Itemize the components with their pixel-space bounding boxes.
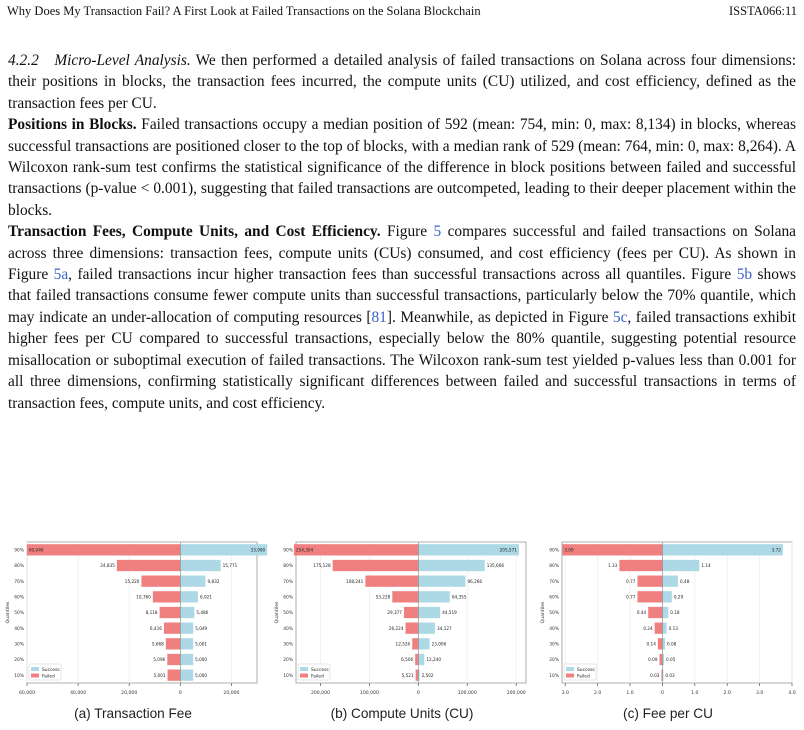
data-label-failed: 5,668 — [151, 641, 164, 647]
y-tick-label: 40% — [283, 626, 293, 632]
data-label-failed: 29,377 — [387, 610, 402, 616]
x-tick-label: 1.0 — [691, 691, 699, 696]
x-tick-label: 0 — [416, 691, 420, 696]
x-tick-label: 100,000 — [359, 691, 379, 696]
positions-text: Failed transactions occupy a median position of 592 (mean: 754, min: 0, max: 8,134) in blocks, whereas successful transactions are positioned closer to the top of blocks, with a median rank of 529 (mean: 764, min: 0, max: 8,264). A Wilcoxon rank-sum test confirms the statistical significance of the difference in block positions between failed and successful transactions (p-value < 0.001), suggesting that failed transactions are outcompeted, leading to their deeper placement within the blocks. — [8, 116, 796, 219]
bar-success — [418, 607, 440, 618]
bar-success — [180, 654, 193, 665]
running-header — [7, 4, 797, 24]
y-tick-label: 50% — [14, 611, 24, 617]
bar-failed — [404, 607, 418, 618]
page-number: ISSTA066:11 — [729, 4, 797, 18]
data-label-failed: 5,096 — [153, 657, 166, 663]
bar-success — [180, 607, 194, 618]
y-tick-label: 80% — [549, 564, 559, 570]
data-label-failed: 53,228 — [375, 594, 391, 600]
data-label-failed: 8,118 — [145, 610, 158, 616]
bar-failed — [392, 591, 418, 602]
fees-text-6: , failed transactions exhibit higher fees per CU compared to successful transactions, especially below the 80% quantile, suggesting potential resource misallocation or suboptimal execution of failed transactions. The Wilcoxon rank-sum test yielded p-values less than 0.001 for all three dimensions, confirming statistically significant differences between failed and successful transactions in terms of transaction fees, compute units, and cost efficiency. — [8, 308, 796, 412]
data-label-failed: 10,760 — [136, 594, 151, 600]
legend-label-failed: Failed — [311, 674, 324, 680]
bar-failed — [166, 638, 180, 649]
data-label-failed: 26,224 — [388, 625, 404, 631]
legend-swatch-failed — [31, 674, 39, 678]
y-tick-label: 20% — [549, 658, 559, 664]
data-label-failed: 5,001 — [153, 672, 166, 678]
fees-text-5: ]. Meanwhile, as depicted in Figure — [386, 308, 609, 326]
bar-failed — [333, 560, 419, 571]
legend-swatch-success — [566, 667, 574, 671]
data-label-success: 5,049 — [195, 625, 208, 631]
bar-failed — [365, 576, 418, 587]
data-label-success: 44,519 — [442, 610, 457, 616]
x-tick-label: 200,000 — [506, 691, 526, 696]
data-label-success: 0.03 — [665, 672, 675, 678]
y-tick-label: 90% — [549, 548, 559, 554]
x-tick-label: 60,000 — [18, 691, 36, 696]
fees-text-4: shows that failed transactions consume fewer compute units than successful transactions, particularly below the 70% quantile, which may indicate an under-allocation of computing resources [ — [8, 266, 797, 326]
section-intro: We then performed a detailed analysis of failed transactions on Solana across four dimensions: their positions in blocks, the transaction fees incurred, the compute units (CU) utilized, and cost efficiency, defined as the transaction fees per CU. — [8, 52, 796, 112]
bar-failed — [27, 544, 180, 555]
y-tick-label: 10% — [14, 673, 24, 679]
data-label-success: 34,127 — [437, 625, 452, 631]
data-label-success: 23,006 — [431, 641, 447, 647]
legend-label-success: Success — [42, 667, 60, 673]
bar-failed — [562, 544, 662, 555]
figure-ref-link[interactable]: 5c — [612, 308, 628, 326]
body-text — [8, 50, 796, 414]
bar-success — [662, 591, 671, 602]
y-axis-label: Quantiles — [6, 601, 11, 624]
fees-heading: Transaction Fees, Compute Units, and Cost Efficiency. — [8, 223, 381, 241]
data-label-failed: 6,506 — [401, 657, 414, 663]
bar-failed — [655, 623, 663, 634]
bar-success — [180, 623, 193, 634]
figure-ref-link[interactable]: 5a — [53, 266, 69, 284]
legend-label-failed: Failed — [577, 674, 590, 680]
bar-success — [662, 544, 783, 555]
data-label-success: 0.29 — [673, 594, 684, 600]
bar-failed — [637, 576, 662, 587]
bar-failed — [141, 576, 180, 587]
x-tick-label: 0 — [178, 691, 182, 696]
bar-failed — [415, 654, 418, 665]
figure-5 — [0, 538, 804, 730]
data-label-success: 33,990 — [250, 547, 266, 553]
data-label-failed: 60,046 — [28, 547, 44, 553]
bar-success — [662, 623, 666, 634]
data-label-success: 0.48 — [679, 578, 690, 584]
data-label-failed: 0.03 — [650, 672, 660, 678]
x-tick-label: 4.0 — [788, 691, 796, 696]
figure-ref-link[interactable]: 5b — [736, 266, 753, 284]
legend-label-failed: Failed — [42, 674, 55, 680]
data-label-failed: 12,526 — [395, 641, 411, 647]
bar-failed — [117, 560, 180, 571]
data-label-failed: 0.14 — [646, 641, 656, 647]
y-tick-label: 60% — [14, 595, 24, 601]
bar-success — [418, 560, 484, 571]
data-label-success: 5,001 — [195, 641, 208, 647]
data-label-success: 205,571 — [499, 547, 517, 553]
y-axis-label: Quantiles — [275, 601, 280, 624]
y-tick-label: 70% — [283, 579, 293, 585]
data-label-success: 96,266 — [467, 578, 483, 584]
bar-success — [180, 576, 205, 587]
y-tick-label: 20% — [283, 658, 293, 664]
y-tick-label: 30% — [283, 642, 293, 648]
legend-swatch-failed — [300, 674, 308, 678]
positions-heading: Positions in Blocks. — [8, 116, 137, 134]
y-tick-label: 60% — [549, 595, 559, 601]
bar-failed — [619, 560, 662, 571]
data-label-success: 12,240 — [426, 657, 441, 663]
bar-success — [418, 638, 429, 649]
bar-success — [662, 560, 699, 571]
data-label-success: 0.05 — [666, 657, 676, 663]
data-label-success: 135,666 — [486, 563, 505, 569]
x-tick-label: 100,000 — [457, 691, 477, 696]
y-tick-label: 50% — [283, 611, 293, 617]
y-tick-label: 30% — [14, 642, 24, 648]
bar-success — [180, 591, 198, 602]
bar-success — [662, 638, 665, 649]
bar-success — [662, 576, 678, 587]
legend-swatch-failed — [566, 674, 574, 678]
x-tick-label: 20,000 — [121, 691, 138, 696]
caption-compute-units: (b) Compute Units (CU) — [330, 706, 474, 721]
bar-failed — [648, 607, 662, 618]
fees-text-3: , failed transactions incur higher transaction fees than successful transactions across all quantiles. Figure — [68, 266, 732, 284]
legend-swatch-success — [300, 667, 308, 671]
x-tick-label: 200,000 — [310, 691, 330, 696]
data-label-failed: 15,220 — [124, 578, 140, 584]
data-label-success: 0.08 — [667, 641, 677, 647]
data-label-success: 0.13 — [668, 625, 678, 631]
data-label-failed: 0.09 — [648, 657, 658, 663]
bar-failed — [406, 623, 419, 634]
bar-success — [180, 560, 220, 571]
y-tick-label: 90% — [14, 548, 24, 554]
y-tick-label: 80% — [283, 564, 293, 570]
data-label-success: 5,000 — [195, 657, 208, 663]
y-tick-label: 90% — [283, 548, 293, 554]
section-number: 4.2.2 — [8, 52, 39, 69]
data-label-success: 64,355 — [451, 594, 467, 600]
data-label-failed: 6,416 — [149, 625, 162, 631]
caption-transaction-fee: (a) Transaction Fee — [74, 706, 192, 721]
bar-failed — [153, 591, 180, 602]
chart-transaction-fee — [2, 538, 264, 698]
y-tick-label: 10% — [283, 673, 293, 679]
bar-failed — [658, 638, 663, 649]
data-label-failed: 0.77 — [626, 594, 636, 600]
bar-success — [418, 591, 449, 602]
chart-panel-compute-units — [271, 538, 533, 730]
legend-label-success: Success — [311, 667, 329, 673]
data-label-success: 15,771 — [222, 563, 238, 569]
chart-panel-fee-per-cu — [537, 538, 799, 730]
data-label-success: 2,502 — [421, 672, 434, 678]
data-label-success: 1.14 — [701, 563, 711, 569]
fees-text-1: Figure — [386, 223, 428, 241]
y-axis-label: Quantiles — [541, 601, 546, 624]
y-tick-label: 10% — [549, 673, 559, 679]
bar-success — [180, 638, 193, 649]
caption-fee-per-cu: (c) Fee per CU — [623, 706, 713, 721]
data-label-failed: 1.33 — [608, 563, 618, 569]
legend-swatch-success — [31, 667, 39, 671]
chart-compute-units — [271, 538, 533, 698]
x-tick-label: 40,000 — [70, 691, 87, 696]
y-tick-label: 50% — [549, 611, 559, 617]
x-tick-label: 20,000 — [223, 691, 240, 696]
x-tick-label: 3.0 — [561, 691, 569, 696]
positions-paragraph — [8, 114, 796, 221]
y-tick-label: 70% — [14, 579, 24, 585]
y-tick-label: 30% — [549, 642, 559, 648]
bar-success — [662, 607, 668, 618]
legend-label-success: Success — [577, 667, 595, 673]
data-label-failed: 175,128 — [313, 563, 331, 569]
data-label-success: 5,000 — [195, 672, 208, 678]
section-paragraph — [8, 50, 796, 114]
x-tick-label: 2.0 — [723, 691, 731, 696]
bar-success — [180, 670, 193, 681]
data-label-success: 3.72 — [771, 547, 781, 553]
chart-panel-transaction-fee — [2, 538, 264, 730]
bar-success — [418, 654, 424, 665]
x-tick-label: 3.0 — [755, 691, 764, 696]
y-tick-label: 80% — [14, 564, 24, 570]
bar-failed — [164, 623, 180, 634]
data-label-success: 5,486 — [196, 610, 209, 616]
bar-success — [418, 576, 465, 587]
data-label-failed: 5,521 — [401, 672, 414, 678]
bar-failed — [637, 591, 662, 602]
x-tick-label: 1.0 — [626, 691, 634, 696]
bar-success — [418, 623, 435, 634]
x-tick-label: 0 — [660, 691, 664, 696]
section-title: Micro-Level Analysis. — [54, 52, 191, 69]
x-tick-label: 2.0 — [593, 691, 602, 696]
bar-failed — [160, 607, 181, 618]
y-tick-label: 20% — [14, 658, 24, 664]
y-tick-label: 40% — [14, 626, 24, 632]
data-label-failed: 24,835 — [100, 563, 115, 569]
data-label-failed: 0.44 — [636, 610, 647, 616]
bar-failed — [416, 670, 419, 681]
data-label-success: 9,832 — [207, 578, 220, 584]
data-label-failed: 3.09 — [564, 547, 574, 553]
data-label-success: 0.18 — [670, 610, 680, 616]
fees-text-2: compares successful and failed transactions on Solana across three dimensions: transaction fees, compute units (CUs) consumed, and cost efficiency (fees per CU). As shown in Figure — [8, 223, 796, 284]
citation-link[interactable]: 81 — [371, 308, 387, 326]
fees-paragraph — [8, 221, 796, 414]
bar-failed — [168, 670, 181, 681]
data-label-failed: 108,241 — [346, 578, 364, 584]
y-tick-label: 70% — [549, 579, 559, 585]
bar-failed — [412, 638, 418, 649]
data-label-failed: 0.77 — [626, 578, 636, 584]
data-label-failed: 254,304 — [295, 547, 314, 553]
chart-fee-per-cu — [537, 538, 799, 698]
paper-title-header: Why Does My Transaction Fail? A First Look at Failed Transactions on the Solana Blockchain — [7, 4, 481, 18]
bar-failed — [167, 654, 180, 665]
figure-ref-link[interactable]: 5 — [433, 223, 442, 241]
bar-failed — [660, 654, 663, 665]
data-label-failed: 0.24 — [643, 625, 653, 631]
y-tick-label: 60% — [283, 595, 293, 601]
y-tick-label: 40% — [549, 626, 559, 632]
data-label-success: 6,921 — [200, 594, 213, 600]
